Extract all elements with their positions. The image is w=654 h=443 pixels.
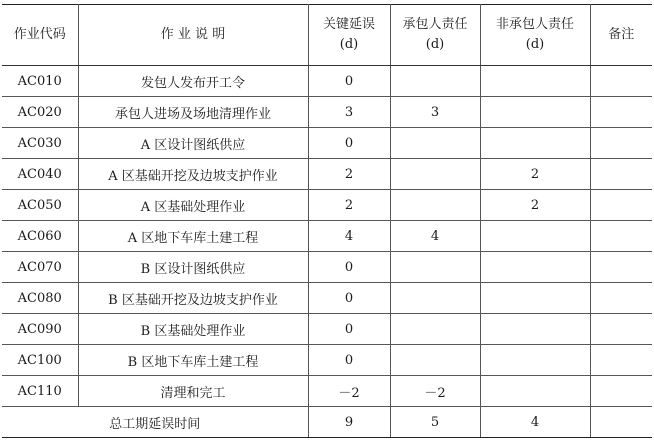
delay-analysis-table: [2, 4, 652, 438]
total-row: [2, 407, 652, 438]
remark-value: [590, 345, 652, 376]
critical-delay-value: 0: [308, 345, 390, 376]
critical-delay-value: 2: [308, 190, 390, 221]
non-contractor-value: [480, 128, 590, 159]
table-row: [2, 190, 652, 221]
activity-description: A 区基础开挖及边坡支护作业: [78, 159, 308, 190]
header-contractor-responsibility: [390, 5, 480, 66]
contractor-value: [390, 66, 480, 97]
remark-value: [590, 128, 652, 159]
contractor-value: [390, 159, 480, 190]
non-contractor-value: 2: [480, 190, 590, 221]
critical-delay-value: 0: [308, 314, 390, 345]
non-contractor-value: [480, 221, 590, 252]
table-row: [2, 66, 652, 97]
total-contractor: 5: [390, 407, 480, 438]
activity-code: AC060: [2, 221, 78, 252]
activity-code: AC070: [2, 252, 78, 283]
table-row: [2, 97, 652, 128]
critical-delay-value: 0: [308, 128, 390, 159]
table-row: [2, 283, 652, 314]
critical-delay-value: 4: [308, 221, 390, 252]
activity-code: AC050: [2, 190, 78, 221]
contractor-value: [390, 128, 480, 159]
remark-value: [590, 190, 652, 221]
header-contractor-label: 承包人责任: [402, 17, 468, 32]
header-contractor-unit: (d): [425, 37, 445, 52]
remark-value: [590, 66, 652, 97]
header-non-contractor-responsibility: [480, 5, 590, 66]
critical-delay-value: 0: [308, 66, 390, 97]
activity-code: AC040: [2, 159, 78, 190]
total-critical-delay: 9: [308, 407, 390, 438]
contractor-value: 4: [390, 221, 480, 252]
table-row: [2, 376, 652, 407]
contractor-value: [390, 283, 480, 314]
header-activity-description: 作 业 说 明: [78, 5, 308, 66]
non-contractor-value: [480, 252, 590, 283]
critical-delay-value: 3: [308, 97, 390, 128]
remark-value: [590, 97, 652, 128]
table-row: [2, 314, 652, 345]
table-row: [2, 252, 652, 283]
activity-code: AC100: [2, 345, 78, 376]
critical-delay-value: －2: [308, 376, 390, 407]
activity-code: AC010: [2, 66, 78, 97]
contractor-value: －2: [390, 376, 480, 407]
activity-description: 发包人发布开工令: [78, 66, 308, 97]
activity-description: B 区设计图纸供应: [78, 252, 308, 283]
table-row: [2, 221, 652, 252]
contractor-value: [390, 190, 480, 221]
non-contractor-value: [480, 66, 590, 97]
activity-description: A 区基础处理作业: [78, 190, 308, 221]
header-critical-delay-unit: (d): [339, 37, 359, 52]
remark-value: [590, 376, 652, 407]
remark-value: [590, 314, 652, 345]
activity-code: AC080: [2, 283, 78, 314]
header-critical-delay-label: 关键延误: [322, 17, 375, 32]
contractor-value: [390, 345, 480, 376]
activity-description: A 区设计图纸供应: [78, 128, 308, 159]
critical-delay-value: 0: [308, 283, 390, 314]
remark-value: [590, 221, 652, 252]
table-row: [2, 345, 652, 376]
header-remark: 备注: [590, 5, 652, 66]
total-label: 总工期延误时间: [2, 407, 308, 438]
critical-delay-value: 2: [308, 159, 390, 190]
activity-code: AC020: [2, 97, 78, 128]
activity-description: B 区基础处理作业: [78, 314, 308, 345]
activity-code: AC030: [2, 128, 78, 159]
remark-value: [590, 283, 652, 314]
non-contractor-value: [480, 345, 590, 376]
total-non-contractor: 4: [480, 407, 590, 438]
activity-description: 承包人进场及场地清理作业: [78, 97, 308, 128]
header-non-contractor-unit: (d): [525, 37, 545, 52]
activity-code: AC090: [2, 314, 78, 345]
contractor-value: 3: [390, 97, 480, 128]
table-header-row: [2, 5, 652, 66]
activity-description: 清理和完工: [78, 376, 308, 407]
table-row: [2, 128, 652, 159]
non-contractor-value: 2: [480, 159, 590, 190]
total-remark: [590, 407, 652, 438]
header-non-contractor-label: 非承包人责任: [495, 17, 574, 32]
header-activity-code: 作业代码: [2, 5, 78, 66]
critical-delay-value: 0: [308, 252, 390, 283]
activity-description: A 区地下车库土建工程: [78, 221, 308, 252]
contractor-value: [390, 314, 480, 345]
non-contractor-value: [480, 283, 590, 314]
activity-description: B 区基础开挖及边坡支护作业: [78, 283, 308, 314]
non-contractor-value: [480, 97, 590, 128]
activity-description: B 区地下车库土建工程: [78, 345, 308, 376]
activity-code: AC110: [2, 376, 78, 407]
remark-value: [590, 159, 652, 190]
contractor-value: [390, 252, 480, 283]
header-critical-delay: [308, 5, 390, 66]
non-contractor-value: [480, 376, 590, 407]
table-row: [2, 159, 652, 190]
remark-value: [590, 252, 652, 283]
non-contractor-value: [480, 314, 590, 345]
